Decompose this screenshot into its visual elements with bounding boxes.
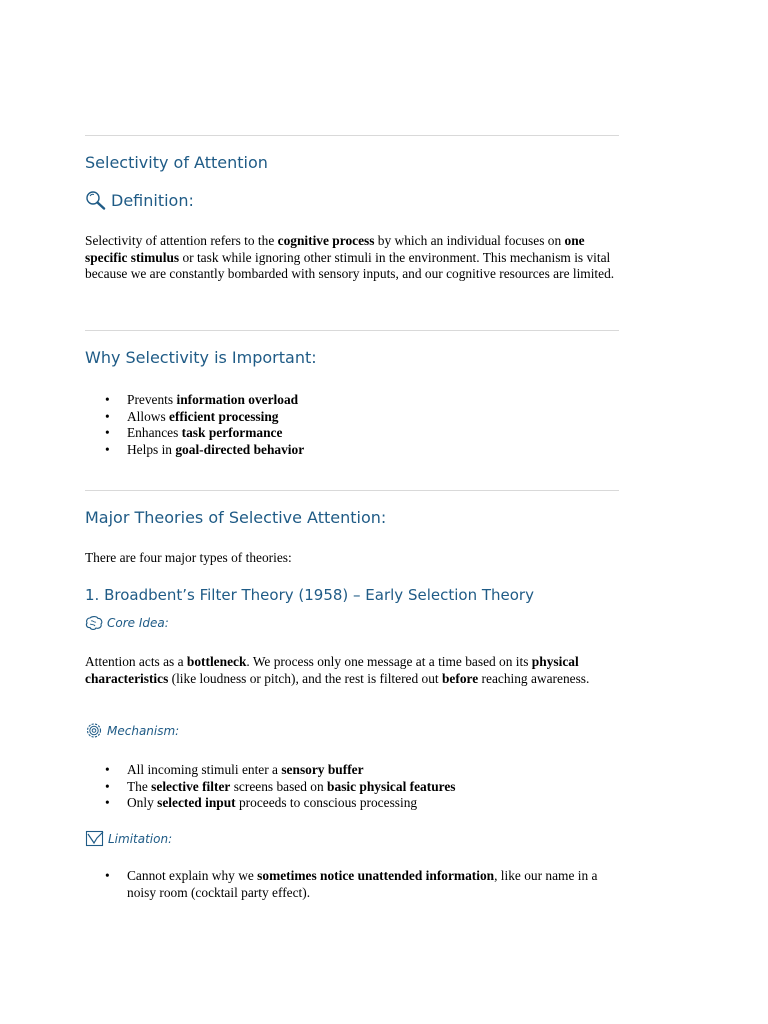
text-run: proceeds to conscious processing — [235, 795, 418, 811]
bold-text: efficient processing — [169, 408, 279, 424]
bold-text: cognitive process — [277, 233, 375, 248]
definition-paragraph — [85, 233, 619, 283]
text-run: , like our name in a noisy room (cocktail party effect). — [127, 868, 598, 900]
bold-text: goal-directed behavior — [175, 441, 305, 457]
theories-heading: Major Theories of Selective Attention: — [85, 508, 387, 527]
text-run: reaching awareness. — [478, 670, 590, 686]
brain-icon — [85, 615, 104, 631]
gear-icon — [85, 722, 104, 739]
text-run: Enhances — [127, 425, 182, 441]
bold-text: one specific stimulus — [85, 233, 585, 265]
importance-list — [85, 392, 619, 458]
text-run: screens based on — [230, 778, 328, 794]
definition-heading-label: Definition: — [111, 190, 194, 210]
importance-heading: Why Selectivity is Important: — [85, 348, 317, 367]
list-item — [85, 409, 619, 426]
divider — [85, 490, 619, 491]
list-item — [85, 442, 619, 459]
bold-text: sometimes notice unattended information — [257, 868, 495, 883]
bold-text: bottleneck — [186, 654, 247, 669]
limitation-heading — [85, 830, 172, 847]
mechanism-list — [85, 762, 619, 812]
bold-text: before — [441, 670, 479, 686]
bold-text: physical characteristics — [85, 654, 579, 686]
core-idea-label: Core Idea: — [107, 616, 169, 630]
text-run: Only — [127, 795, 158, 811]
bold-text: selected input — [157, 795, 236, 811]
list-item — [85, 795, 619, 812]
list-item — [85, 425, 619, 442]
text-run: Selectivity of attention refers to the — [85, 233, 278, 248]
list-item — [85, 392, 619, 409]
limitation-label: Limitation: — [108, 831, 173, 846]
limitation-list — [85, 868, 619, 901]
bold-text: sensory buffer — [281, 762, 364, 777]
text-run: Allows — [127, 408, 170, 424]
mechanism-heading — [85, 722, 179, 739]
text-run: (like loudness or pitch), and the rest is filtered out — [168, 670, 442, 686]
list-item — [85, 779, 619, 796]
divider — [85, 330, 619, 331]
definition-heading — [85, 190, 194, 210]
core-idea-heading — [85, 615, 169, 631]
text-run: or task while ignoring other stimuli in the environment. This mechanism is vital because we are constantly bombarded with sensory inputs, and our cognitive resources are limited. — [85, 249, 615, 282]
text-run: The — [127, 778, 152, 794]
core-idea-paragraph — [85, 654, 619, 687]
chart-decline-icon — [85, 830, 105, 847]
theories-intro: There are four major types of theories: — [85, 550, 292, 565]
text-run: by which an individual focuses on — [374, 233, 565, 248]
list-item — [85, 868, 619, 901]
bold-text: task performance — [181, 425, 283, 441]
bold-text: basic physical features — [327, 778, 456, 794]
page-title: Selectivity of Attention — [85, 153, 268, 172]
list-item — [85, 762, 619, 779]
magnifier-icon — [85, 190, 107, 210]
bold-text: information overload — [176, 392, 299, 407]
broadbent-heading: 1. Broadbent’s Filter Theory (1958) – Early Selection Theory — [85, 586, 534, 604]
text-run: Cannot explain why we — [127, 868, 258, 883]
divider — [85, 135, 619, 136]
text-run: All incoming stimuli enter a — [127, 762, 282, 777]
text-run: . We process only one message at a time based on its — [246, 654, 532, 669]
mechanism-label: Mechanism: — [107, 723, 180, 738]
text-run: Prevents — [127, 392, 177, 407]
bold-text: selective filter — [151, 778, 231, 794]
text-run: Helps in — [127, 441, 176, 457]
text-run: Attention acts as a — [85, 654, 187, 669]
